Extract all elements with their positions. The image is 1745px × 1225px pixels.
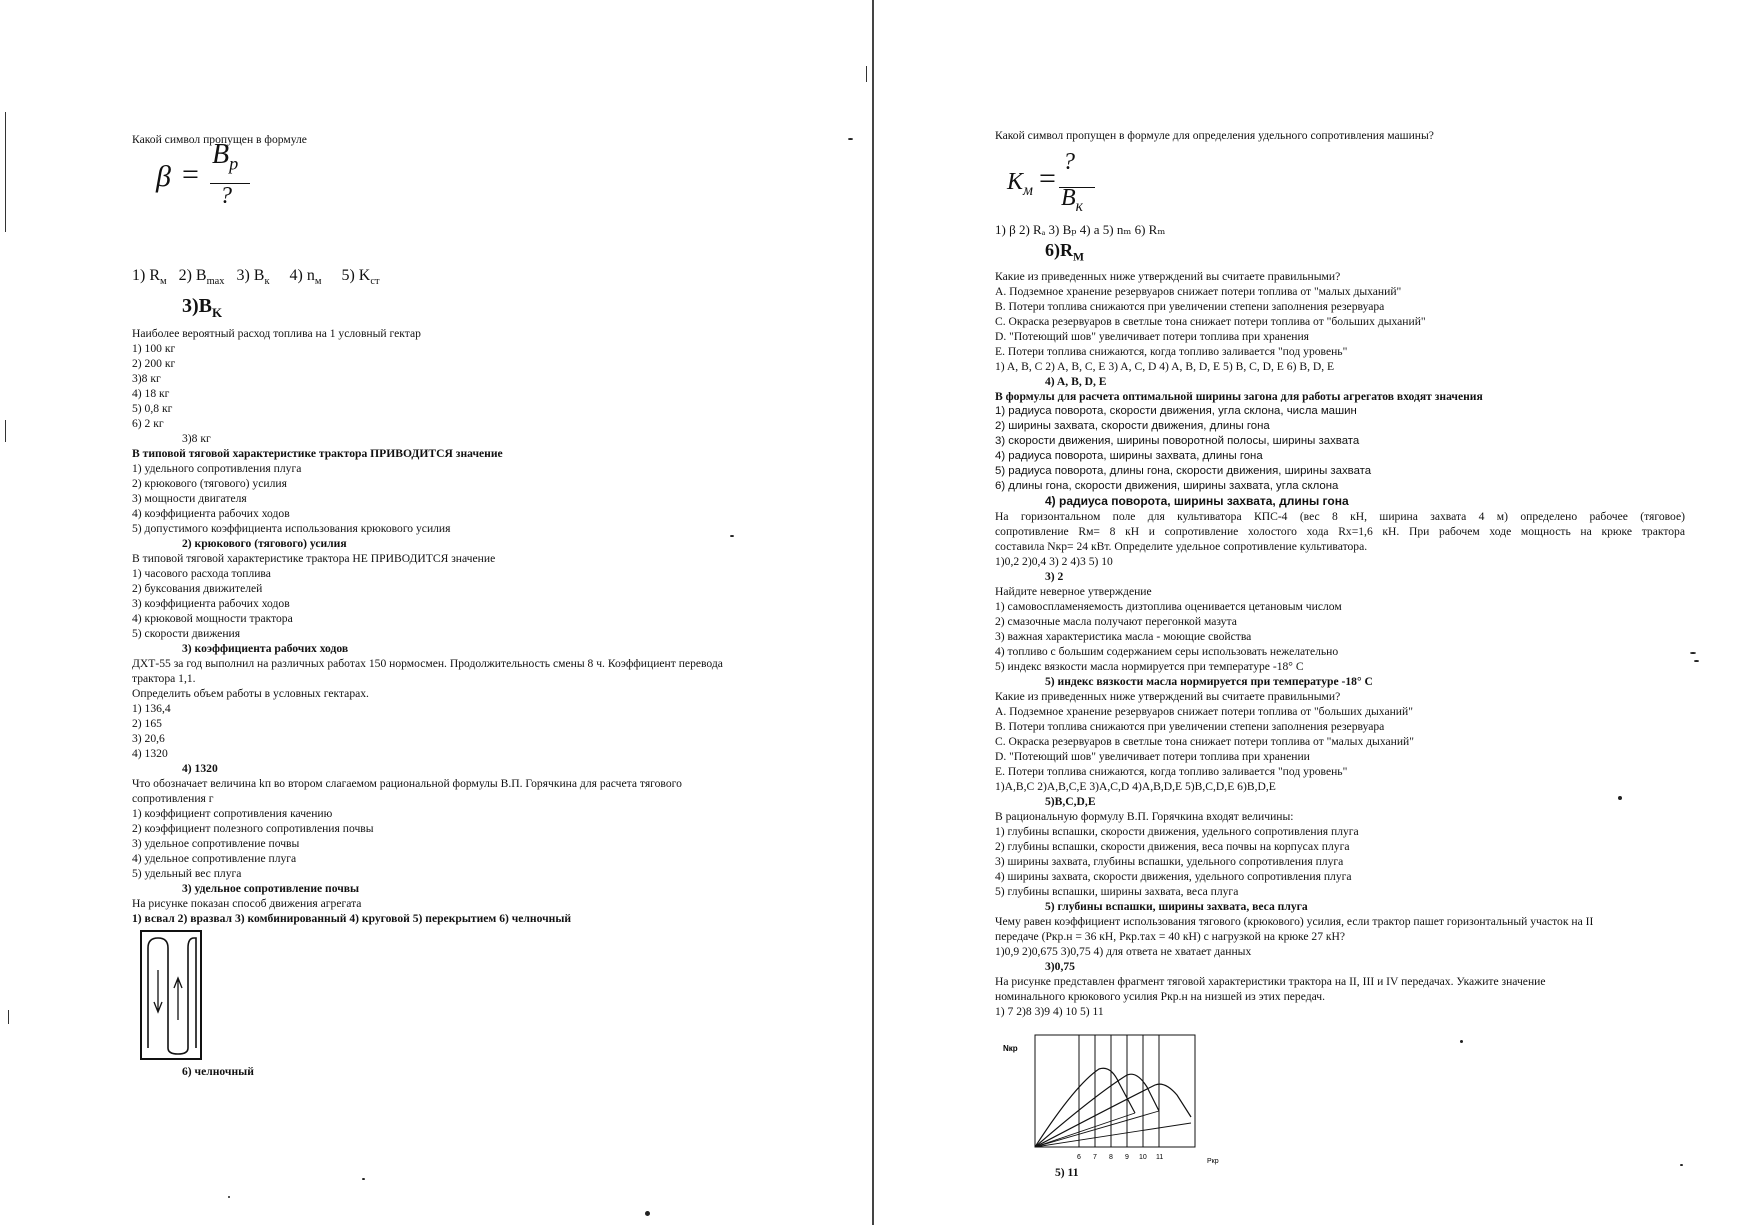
question-prompt: Что обозначает величина kп во втором слагаемом рациональной формулы В.П. Горячкина для расчета тягового (132, 777, 682, 791)
option: 4) ширины захвата, скорости движения, удельного сопротивления плуга (995, 869, 1352, 883)
question-prompt: В рациональную формулу В.П. Горячкина входят величины: (995, 809, 1294, 823)
scan-speck (1690, 652, 1696, 654)
scan-speck (848, 138, 853, 140)
choices: 1) A, B, C 2) A, B, C, E 3) A, C, D 4) A, B, D, E 5) B, C, D, E 6) B, D, E (995, 359, 1335, 373)
question-prompt: Какой символ пропущен в формуле (132, 133, 307, 146)
option: 5) глубины вспашки, ширины захвата, веса плуга (995, 884, 1239, 898)
scan-speck (730, 535, 734, 537)
question-prompt: сопротивления г (132, 792, 214, 806)
scan-mark (5, 420, 6, 442)
question-prompt: сопротивление Rм= 8 кН и сопротивление холостого хода Rx=1,6 кН. При рабочем ходе мощность на крюке трактора (995, 524, 1685, 538)
option: 2) буксования движителей (132, 582, 263, 596)
statement: C. Окраска резервуаров в светлые тона снижает потери топлива от "малых дыханий" (995, 734, 1414, 748)
formula-denominator: ? (220, 183, 232, 209)
scan-mark (5, 112, 6, 232)
x-tick-label: 7 (1093, 1153, 1097, 1161)
question-prompt: Определить объем работы в условных гектарах. (132, 687, 369, 701)
statement: E. Потери топлива снижаются, когда топливо заливается "под уровень" (995, 764, 1348, 778)
statement: A. Подземное хранение резервуаров снижает потери топлива от "больших дыханий" (995, 704, 1413, 718)
question-prompt: В формулы для расчета оптимальной ширины загона для работы агрегатов входят значения (995, 389, 1483, 403)
statement: A. Подземное хранение резервуаров снижает потери топлива от "малых дыханий" (995, 284, 1402, 298)
scan-speck (1618, 796, 1622, 800)
formula-km (995, 143, 1685, 221)
statement: D. "Потеющий шов" увеличивает потери топлива при хранения (995, 329, 1309, 343)
scan-mark (8, 1010, 9, 1024)
option: 1) 100 кг (132, 342, 176, 356)
option: 5) удельный вес плуга (132, 867, 242, 881)
option: 4) радиуса поворота, ширины захвата, длины гона (995, 449, 1263, 462)
options-row: 1) β 2) Rₐ 3) Bₚ 4) a 5) nₘ 6) Rₘ (995, 222, 1166, 237)
scan-mark (866, 66, 867, 82)
statement: B. Потери топлива снижаются при увеличении степени заполнения резервуара (995, 299, 1385, 313)
options-row (132, 265, 832, 293)
answer: 3)0,75 (1045, 959, 1075, 973)
option: 1) 136,4 (132, 702, 171, 716)
shuttle-movement-diagram (140, 930, 202, 1060)
choices: 1)A,B,C 2)A,B,C,E 3)A,C,D 4)A,B,D,E 5)B,C,D,E 6)B,D,E (995, 779, 1276, 793)
option: 5) допустимого коэффициента использования крюкового усилия (132, 522, 451, 536)
curve-gear-ii (1035, 1084, 1191, 1147)
option: 5) индекс вязкости масла нормируется при температуре -18° С (995, 659, 1304, 673)
option: 4) удельное сопротивление плуга (132, 852, 297, 866)
option: 3) коэффициента рабочих ходов (132, 597, 290, 611)
answer: 4) A, B, D, E (1045, 374, 1107, 388)
answer: 5) глубины вспашки, ширины захвата, веса плуга (1045, 899, 1308, 913)
right-column (995, 128, 1685, 1180)
option: 2) глубины вспашки, скорости движения, веса почвы на корпусах плуга (995, 839, 1350, 853)
ray-2 (1035, 1111, 1159, 1147)
question-prompt: В типовой тяговой характеристике трактора НЕ ПРИВОДИТСЯ значение (132, 552, 496, 566)
option-5: 5) $K_{ст}$ (341, 267, 380, 288)
statement: B. Потери топлива снижаются при увеличении степени заполнения резервуара (995, 719, 1385, 733)
option: 1) глубины вспашки, скорости движения, удельного сопротивления плуга (995, 824, 1359, 838)
x-tick-label: 6 (1077, 1153, 1081, 1161)
scan-speck (1694, 660, 1699, 662)
answer: 2) крюкового (тягового) усилия (182, 537, 347, 551)
question-prompt: Какие из приведенных ниже утверждений вы считаете правильными? (995, 269, 1341, 283)
option-2: 2) $B_{max}$ (178, 267, 225, 288)
option: 4) крюковой мощности трактора (132, 612, 293, 626)
options-row: 1) всвал 2) вразвал 3) комбинированный 4) круговой 5) перекрытием 6) челночный (132, 912, 572, 926)
chart-frame (1035, 1035, 1195, 1147)
chart-ylabel: Nкр (1003, 1043, 1018, 1053)
scan-speck (1460, 1040, 1463, 1043)
question-prompt: На рисунке показан способ движения агрегата (132, 897, 362, 911)
answer: 5)B,C,D,E (1045, 794, 1096, 808)
option: 3)8 кг (132, 372, 161, 386)
answer: 3) коэффициента рабочих ходов (182, 642, 349, 656)
option: 6) 2 кг (132, 417, 164, 431)
question-prompt: Чему равен коэффициент использования тягового (крюкового) усилия, если трактор пашет горизонтальный участок на II (995, 914, 1594, 928)
question-prompt: Какие из приведенных ниже утверждений вы считаете правильными? (995, 689, 1341, 703)
question-prompt: передаче (Ркр.н = 36 кН, Ркр.тах = 40 кН) с нагрузкой на крюке 27 кН? (995, 929, 1346, 943)
formula-eq: = (1039, 162, 1056, 195)
left-column (132, 132, 832, 1079)
answer: 6) челночный (182, 1065, 254, 1079)
option: 2) крюкового (тягового) усилия (132, 477, 287, 491)
right-page (872, 0, 1745, 1225)
statement: C. Окраска резервуаров в светлые тона снижает потери топлива от "больших дыханий" (995, 314, 1426, 328)
answer: 4) 1320 (182, 762, 218, 776)
option: 3) ширины захвата, глубины вспашки, удельного сопротивления плуга (995, 854, 1344, 868)
option-1: 1) $R_м$ (132, 267, 167, 288)
pass-loop-3 (188, 938, 196, 1048)
ray-1 (1035, 1113, 1135, 1147)
answer: 3) удельное сопротивление почвы (182, 882, 360, 896)
options-row: 1)0,2 2)0,4 3) 2 4)3 5) 10 (995, 554, 1113, 568)
option: 5) скорости движения (132, 627, 241, 641)
option: 4) топливо с большим содержанием серы использовать нежелательно (995, 644, 1339, 658)
option: 2) 200 кг (132, 357, 176, 371)
question-prompt: На горизонтальном поле для культиватора КПС-4 (вес 8 кН, ширина захвата 4 м) определено рабочее (тяговое) (995, 509, 1685, 523)
option: 3) 20,6 (132, 732, 165, 746)
answer: 4) радиуса поворота, ширины захвата, длины гона (1045, 493, 1349, 508)
answer: 5) 11 (1055, 1165, 1079, 1179)
option: 1) удельного сопротивления плуга (132, 462, 302, 476)
x-tick-label: 10 (1139, 1153, 1147, 1161)
option-4: 4) $n_м$ (289, 267, 322, 288)
question-prompt: Наиболее вероятный расход топлива на 1 условный гектар (132, 327, 421, 341)
answer: 5) индекс вязкости масла нормируется при температуре -18° С (1045, 674, 1373, 688)
field-boundary (141, 931, 201, 1059)
question-prompt: составила Nкр= 24 кВт. Определите удельное сопротивление культиватора. (995, 539, 1368, 553)
option: 4) 18 кг (132, 387, 170, 401)
option: 3) мощности двигателя (132, 492, 247, 506)
answer: 3) 2 (1045, 569, 1064, 583)
option: 5) радиуса поворота, длины гона, скорости движения, ширины захвата (995, 464, 1372, 477)
option: 2) коэффициент полезного сопротивления почвы (132, 822, 374, 836)
question-prompt: Какой символ пропущен в формуле для определения удельного сопротивления машины? (995, 129, 1434, 142)
statement: E. Потери топлива снижаются, когда топливо заливается "под уровень" (995, 344, 1348, 358)
formula-denominator: $B_к$ (1061, 185, 1083, 215)
answer: $6)R_M$ (1045, 240, 1085, 264)
left-page (0, 0, 872, 1225)
scan-speck (645, 1211, 650, 1216)
x-tick-label: 11 (1156, 1153, 1164, 1161)
formula-eq: = (182, 158, 199, 191)
option: 3) скорости движения, ширины поворотной полосы, ширины захвата (995, 434, 1360, 447)
question-prompt: В типовой тяговой характеристике трактора ПРИВОДИТСЯ значение (132, 447, 503, 461)
formula-lhs: $K_м$ (1007, 169, 1033, 199)
option: 3) удельное сопротивление почвы (132, 837, 300, 851)
option-3: 3) $B_к$ (236, 267, 270, 288)
traction-characteristic-chart (995, 1025, 1235, 1165)
option: 4) коэффициента рабочих ходов (132, 507, 290, 521)
options-row: 1) 7 2)8 3)9 4) 10 5) 11 (995, 1004, 1104, 1018)
answer: $3)B_K$ (182, 295, 223, 321)
option: 6) длины гона, скорости движения, ширины захвата, угла склона (995, 479, 1339, 492)
scan-speck (362, 1178, 365, 1180)
question-prompt: ДХТ-55 за год выполнил на различных работах 150 нормосмен. Продолжительность смены 8 ч. Коэффициент перевода (132, 657, 723, 671)
chart-xlabel: Ркр (1207, 1157, 1219, 1165)
question-prompt: трактора 1,1. (132, 672, 196, 686)
question-prompt: номинального крюкового усилия Ркр.н на низшей из этих передач. (995, 989, 1326, 1003)
formula-lhs: β (156, 160, 171, 193)
x-tick-label: 8 (1109, 1153, 1113, 1161)
option: 1) часового расхода топлива (132, 567, 271, 581)
formula-numerator: ? (1063, 149, 1075, 175)
statement: D. "Потеющий шов" увеличивает потери топлива при хранении (995, 749, 1310, 763)
question-prompt: Найдите неверное утверждение (995, 584, 1152, 598)
answer: 3)8 кг (182, 432, 211, 446)
option: 2) ширины захвата, скорости движения, длины гона (995, 419, 1270, 432)
option: 5) 0,8 кг (132, 402, 173, 416)
option: 1) радиуса поворота, скорости движения, угла склона, числа машин (995, 404, 1357, 417)
options-row: 1)0,9 2)0,675 3)0,75 4) для ответа не хватает данных (995, 944, 1252, 958)
scan-speck (228, 1196, 230, 1198)
option: 2) смазочные масла получают перегонкой мазута (995, 614, 1237, 628)
scan-speck (1680, 1164, 1683, 1166)
option: 2) 165 (132, 717, 162, 731)
option: 4) 1320 (132, 747, 168, 761)
option: 1) самовоспламеняемость дизтоплива оценивается цетановым числом (995, 599, 1342, 613)
x-tick-label: 9 (1125, 1153, 1129, 1161)
option: 1) коэффициент сопротивления качению (132, 807, 333, 821)
question-prompt: На рисунке представлен фрагмент тяговой характеристики трактора на II, III и IV передачах. Укажите значение (995, 974, 1546, 988)
curve-gear-iii (1035, 1074, 1159, 1147)
direction-arrow-down (154, 970, 162, 1012)
option: 3) важная характеристика масла - моющие свойства (995, 629, 1252, 643)
direction-arrow-up (174, 978, 182, 1020)
formula-numerator: $B_p$ (212, 139, 239, 174)
